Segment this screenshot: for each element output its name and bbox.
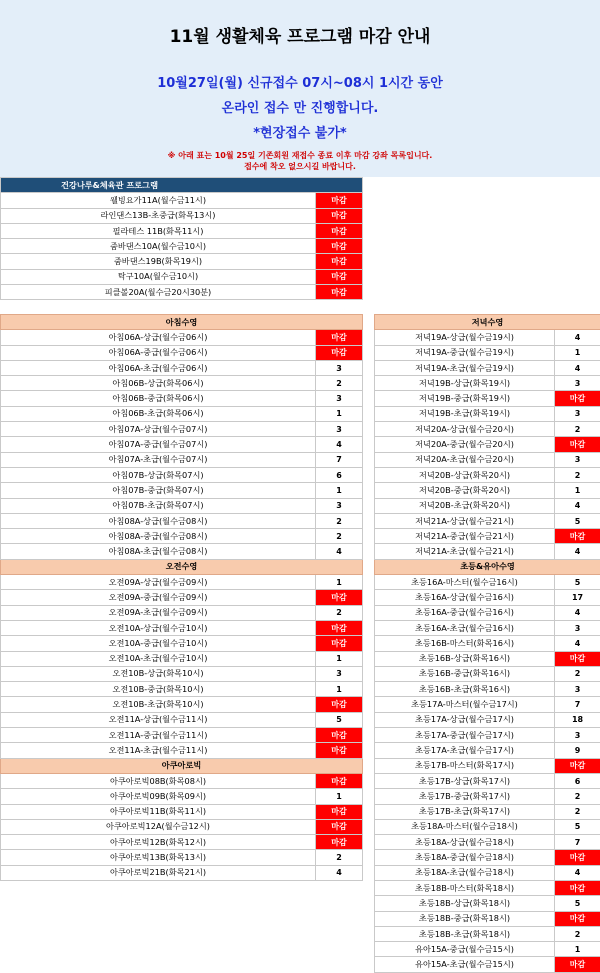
- remaining-count: 4: [555, 330, 600, 345]
- program-name: 아침06B-초급(화목06시): [1, 406, 316, 421]
- table-row: [1, 835, 363, 850]
- remaining-count: 4: [316, 865, 363, 880]
- table-row: [375, 819, 600, 834]
- section-header-row: [1, 178, 363, 193]
- program-name: 아침07B-상급(화목07시): [1, 467, 316, 482]
- table-row: [1, 865, 363, 880]
- table-row: [375, 498, 600, 513]
- remaining-count: 4: [316, 437, 363, 452]
- table-row: [1, 406, 363, 421]
- program-name: 유아15A-중급(월수금15시): [375, 942, 555, 957]
- table-row: [1, 605, 363, 620]
- notice-footnote: [0, 150, 600, 172]
- program-name: 아침06A-중급(월수금06시): [1, 345, 316, 360]
- remaining-count: 5: [555, 513, 600, 528]
- program-name: 줌바댄스19B(화목19시): [1, 254, 316, 269]
- closed-badge: 마감: [316, 345, 363, 360]
- footnote-line-1: ※ 아래 표는 10월 25일 기존회원 재접수 종료 이후 마감 강좌 목록입니다.: [0, 150, 600, 161]
- table-row: [375, 376, 600, 391]
- remaining-count: 5: [555, 819, 600, 834]
- remaining-count: 5: [555, 575, 600, 590]
- program-name: 초등16B-중급(화목16시): [375, 666, 555, 681]
- remaining-count: 3: [555, 376, 600, 391]
- program-name: 필라테스 11B(화목11시): [1, 223, 316, 238]
- table-row: [375, 804, 600, 819]
- program-name: 아쿠아로빅08B(화목08시): [1, 773, 316, 788]
- page-title: 11월 생활체육 프로그램 마감 안내: [0, 22, 600, 47]
- table-row: [375, 345, 600, 360]
- program-name: 저녁19B-상급(화목19시): [375, 376, 555, 391]
- program-name: 초등17B-상급(화목17시): [375, 773, 555, 788]
- remaining-count: 3: [316, 391, 363, 406]
- program-name: 초등16A-마스터(월수금16시): [375, 575, 555, 590]
- closed-badge: 마감: [316, 254, 363, 269]
- section-title: 아쿠아로빅: [1, 758, 363, 773]
- remaining-count: 1: [555, 345, 600, 360]
- section-title: 건강나루&체육관 프로그램: [1, 178, 363, 193]
- table-row: [375, 391, 600, 406]
- program-name: 초등18B-중급(화목18시): [375, 911, 555, 926]
- closed-badge: 마감: [555, 880, 600, 895]
- remaining-count: 3: [316, 360, 363, 375]
- table-row: [1, 376, 363, 391]
- closed-badge: 마감: [316, 330, 363, 345]
- table-row: [1, 437, 363, 452]
- table-row: [375, 544, 600, 559]
- program-name: 아침07A-초급(월수금07시): [1, 452, 316, 467]
- table-row: [1, 498, 363, 513]
- program-name: 초등17A-상급(월수금17시): [375, 712, 555, 727]
- closed-badge: 마감: [316, 590, 363, 605]
- program-name: 초등18B-초급(화목18시): [375, 926, 555, 941]
- remaining-count: 1: [316, 789, 363, 804]
- program-name: 아쿠아로빅09B(화목09시): [1, 789, 316, 804]
- program-name: 아침07B-초급(화목07시): [1, 498, 316, 513]
- table-row: [375, 620, 600, 635]
- program-name: 초등18B-마스터(화목18시): [375, 880, 555, 895]
- closed-badge: 마감: [555, 391, 600, 406]
- table-row: [1, 330, 363, 345]
- closed-badge: 마감: [316, 239, 363, 254]
- program-name: 초등18B-상급(화목18시): [375, 896, 555, 911]
- remaining-count: 2: [316, 376, 363, 391]
- program-name: 오전10A-중급(월수금10시): [1, 636, 316, 651]
- closed-badge: 마감: [316, 697, 363, 712]
- program-name: 오전11A-중급(월수금11시): [1, 728, 316, 743]
- remaining-count: 2: [555, 422, 600, 437]
- program-name: 초등16A-중급(월수금16시): [375, 605, 555, 620]
- table-row: [1, 467, 363, 482]
- remaining-count: 17: [555, 590, 600, 605]
- program-name: 초등17B-마스터(화목17시): [375, 758, 555, 773]
- program-name: 저녁20A-중급(월수금20시): [375, 437, 555, 452]
- table-row: [1, 223, 363, 238]
- program-name: 저녁21A-상급(월수금21시): [375, 513, 555, 528]
- program-name: 라인댄스13B-초중급(화목13시): [1, 208, 316, 223]
- remaining-count: 5: [316, 712, 363, 727]
- table-row: [375, 835, 600, 850]
- program-name: 초등17A-중급(월수금17시): [375, 728, 555, 743]
- table-row: [375, 743, 600, 758]
- table-row: [1, 773, 363, 788]
- closed-badge: 마감: [316, 620, 363, 635]
- table-row: [1, 254, 363, 269]
- table-row: [375, 758, 600, 773]
- program-name: 초등18A-마스터(월수금18시): [375, 819, 555, 834]
- notice-line-2: 온라인 접수 만 진행합니다.: [0, 97, 600, 116]
- section-title: 초등&유아수영: [375, 559, 600, 574]
- table-row: [1, 285, 363, 300]
- program-name: 오전10B-초급(화목10시): [1, 697, 316, 712]
- program-name: 초등18A-상급(월수금18시): [375, 835, 555, 850]
- table-row: [1, 789, 363, 804]
- table-row: [1, 360, 363, 375]
- remaining-count: 7: [555, 835, 600, 850]
- remaining-count: 4: [555, 636, 600, 651]
- table-row: [1, 804, 363, 819]
- table-row: [1, 819, 363, 834]
- remaining-count: 1: [555, 942, 600, 957]
- section-header-row: [1, 758, 363, 773]
- table-row: [375, 697, 600, 712]
- closed-badge: 마감: [555, 850, 600, 865]
- remaining-count: 3: [316, 422, 363, 437]
- remaining-count: 3: [555, 728, 600, 743]
- program-name: 초등17A-초급(월수금17시): [375, 743, 555, 758]
- remaining-count: 4: [316, 544, 363, 559]
- closed-badge: 마감: [316, 269, 363, 284]
- table-row: [375, 437, 600, 452]
- section-header-row: [375, 315, 600, 330]
- program-name: 아쿠아로빅12A(월수금12시): [1, 819, 316, 834]
- program-name: 초등16B-마스터(화목16시): [375, 636, 555, 651]
- remaining-count: 6: [316, 467, 363, 482]
- table-row: [1, 620, 363, 635]
- table-row: [375, 452, 600, 467]
- closed-badge: 마감: [316, 835, 363, 850]
- remaining-count: 2: [555, 467, 600, 482]
- program-name: 저녁19B-중급(화목19시): [375, 391, 555, 406]
- program-name: 오전10B-중급(화목10시): [1, 682, 316, 697]
- closed-badge: 마감: [316, 223, 363, 238]
- table-row: [375, 467, 600, 482]
- closed-badge: 마감: [316, 804, 363, 819]
- table-row: [375, 911, 600, 926]
- remaining-count: 5: [555, 896, 600, 911]
- program-name: 저녁19A-상급(월수금19시): [375, 330, 555, 345]
- program-name: 아침06A-상급(월수금06시): [1, 330, 316, 345]
- program-name: 탁구10A(월수금10시): [1, 269, 316, 284]
- table-row: [1, 391, 363, 406]
- table-row: [375, 957, 600, 972]
- remaining-count: 2: [316, 605, 363, 620]
- table-row: [1, 590, 363, 605]
- program-name: 저녁20A-초급(월수금20시): [375, 452, 555, 467]
- table-row: [1, 743, 363, 758]
- section-header-row: [375, 559, 600, 574]
- program-name: 초등16B-상급(화목16시): [375, 651, 555, 666]
- table-row: [1, 636, 363, 651]
- remaining-count: 6: [555, 773, 600, 788]
- program-name: 저녁19B-초급(화목19시): [375, 406, 555, 421]
- table-row: [1, 513, 363, 528]
- remaining-count: 1: [555, 483, 600, 498]
- program-name: 아침07A-중급(월수금07시): [1, 437, 316, 452]
- program-name: 오전11A-초급(월수금11시): [1, 743, 316, 758]
- table-row: [375, 712, 600, 727]
- remaining-count: 1: [316, 651, 363, 666]
- closed-badge: 마감: [555, 651, 600, 666]
- section-title: 오전수영: [1, 559, 363, 574]
- notice-line-3: *현장접수 불가*: [0, 122, 600, 141]
- program-name: 오전10A-초급(월수금10시): [1, 651, 316, 666]
- left-schedule-table: [0, 314, 363, 881]
- remaining-count: 7: [555, 697, 600, 712]
- remaining-count: 1: [316, 575, 363, 590]
- closed-badge: 마감: [555, 957, 600, 972]
- program-name: 저녁20B-중급(화목20시): [375, 483, 555, 498]
- remaining-count: 4: [555, 865, 600, 880]
- table-row: [375, 926, 600, 941]
- section-header-row: [1, 315, 363, 330]
- program-name: 아침06B-상급(화목06시): [1, 376, 316, 391]
- notice-line-1: 10월27일(월) 신규접수 07시~08시 1시간 동안: [0, 72, 600, 91]
- program-name: 저녁21A-중급(월수금21시): [375, 529, 555, 544]
- table-row: [375, 422, 600, 437]
- program-name: 초등17A-마스터(월수금17시): [375, 697, 555, 712]
- remaining-count: 3: [555, 620, 600, 635]
- table-row: [375, 880, 600, 895]
- program-name: 아침08A-중급(월수금08시): [1, 529, 316, 544]
- program-name: 오전09A-상급(월수금09시): [1, 575, 316, 590]
- remaining-count: 4: [555, 498, 600, 513]
- remaining-count: 2: [555, 789, 600, 804]
- table-row: [375, 406, 600, 421]
- program-name: 초등18A-초급(월수금18시): [375, 865, 555, 880]
- table-row: [375, 513, 600, 528]
- table-row: [1, 682, 363, 697]
- table-row: [1, 193, 363, 208]
- closed-badge: 마감: [316, 743, 363, 758]
- section-title: 아침수영: [1, 315, 363, 330]
- program-name: 초등17B-중급(화목17시): [375, 789, 555, 804]
- section-header-row: [1, 559, 363, 574]
- top-program-table: [0, 177, 363, 300]
- program-name: 오전10B-상급(화목10시): [1, 666, 316, 681]
- table-row: [1, 544, 363, 559]
- remaining-count: 9: [555, 743, 600, 758]
- program-name: 저녁21A-초급(월수금21시): [375, 544, 555, 559]
- table-row: [375, 360, 600, 375]
- program-name: 아쿠아로빅11B(화목11시): [1, 804, 316, 819]
- table-row: [1, 850, 363, 865]
- program-name: 아침08A-초급(월수금08시): [1, 544, 316, 559]
- table-row: [1, 269, 363, 284]
- table-row: [1, 651, 363, 666]
- program-name: 아침07A-상급(월수금07시): [1, 422, 316, 437]
- program-name: 웰빙요가11A(월수금11시): [1, 193, 316, 208]
- program-name: 오전09A-초급(월수금09시): [1, 605, 316, 620]
- closed-badge: 마감: [316, 193, 363, 208]
- program-name: 아침08A-상급(월수금08시): [1, 513, 316, 528]
- remaining-count: 2: [316, 529, 363, 544]
- program-name: 저녁19A-초급(월수금19시): [375, 360, 555, 375]
- remaining-count: 1: [316, 406, 363, 421]
- table-row: [1, 345, 363, 360]
- program-name: 유아15A-초급(월수금15시): [375, 957, 555, 972]
- remaining-count: 4: [555, 544, 600, 559]
- program-name: 초등16B-초급(화목16시): [375, 682, 555, 697]
- program-name: 아쿠아로빅21B(화목21시): [1, 865, 316, 880]
- program-name: 오전09A-중급(월수금09시): [1, 590, 316, 605]
- remaining-count: 4: [555, 605, 600, 620]
- table-row: [375, 666, 600, 681]
- closed-badge: 마감: [316, 636, 363, 651]
- table-row: [375, 896, 600, 911]
- closed-badge: 마감: [555, 437, 600, 452]
- program-name: 저녁20A-상급(월수금20시): [375, 422, 555, 437]
- table-row: [1, 575, 363, 590]
- table-row: [375, 590, 600, 605]
- table-row: [1, 529, 363, 544]
- section-title: 저녁수영: [375, 315, 600, 330]
- program-name: 아침06B-중급(화목06시): [1, 391, 316, 406]
- closed-badge: 마감: [316, 773, 363, 788]
- footnote-line-2: 접수에 착오 없으시길 바랍니다.: [0, 161, 600, 172]
- program-name: 초등16A-초급(월수금16시): [375, 620, 555, 635]
- table-row: [375, 636, 600, 651]
- remaining-count: 2: [555, 926, 600, 941]
- table-row: [375, 789, 600, 804]
- closed-badge: 마감: [555, 911, 600, 926]
- closed-badge: 마감: [555, 758, 600, 773]
- program-name: 줌바댄스10A(월수금10시): [1, 239, 316, 254]
- table-row: [1, 208, 363, 223]
- remaining-count: 1: [316, 483, 363, 498]
- program-name: 초등16A-상급(월수금16시): [375, 590, 555, 605]
- table-row: [375, 605, 600, 620]
- table-row: [1, 483, 363, 498]
- table-row: [375, 575, 600, 590]
- right-schedule-table: [374, 314, 600, 973]
- remaining-count: 4: [555, 360, 600, 375]
- program-name: 피클볼20A(월수금20시30분): [1, 285, 316, 300]
- table-row: [375, 865, 600, 880]
- remaining-count: 2: [316, 850, 363, 865]
- table-row: [375, 850, 600, 865]
- table-row: [375, 651, 600, 666]
- closed-badge: 마감: [316, 285, 363, 300]
- table-row: [375, 728, 600, 743]
- table-row: [1, 666, 363, 681]
- program-name: 오전11A-상급(월수금11시): [1, 712, 316, 727]
- remaining-count: 1: [316, 682, 363, 697]
- program-name: 오전10A-상급(월수금10시): [1, 620, 316, 635]
- table-row: [1, 712, 363, 727]
- table-row: [375, 529, 600, 544]
- remaining-count: 3: [555, 452, 600, 467]
- table-row: [375, 682, 600, 697]
- table-row: [1, 697, 363, 712]
- remaining-count: 7: [316, 452, 363, 467]
- notice-header: [0, 0, 600, 177]
- table-row: [1, 728, 363, 743]
- program-name: 초등17B-초급(화목17시): [375, 804, 555, 819]
- remaining-count: 3: [316, 666, 363, 681]
- program-name: 아쿠아로빅13B(화목13시): [1, 850, 316, 865]
- table-row: [1, 452, 363, 467]
- table-row: [375, 483, 600, 498]
- program-name: 아쿠아로빅12B(화목12시): [1, 835, 316, 850]
- program-name: 저녁20B-초급(화목20시): [375, 498, 555, 513]
- table-row: [375, 773, 600, 788]
- remaining-count: 3: [555, 406, 600, 421]
- remaining-count: 2: [555, 666, 600, 681]
- remaining-count: 18: [555, 712, 600, 727]
- remaining-count: 3: [555, 682, 600, 697]
- table-row: [1, 239, 363, 254]
- closed-badge: 마감: [316, 728, 363, 743]
- closed-badge: 마감: [316, 819, 363, 834]
- remaining-count: 3: [316, 498, 363, 513]
- program-name: 저녁19A-중급(월수금19시): [375, 345, 555, 360]
- program-name: 아침06A-초급(월수금06시): [1, 360, 316, 375]
- remaining-count: 2: [555, 804, 600, 819]
- table-row: [375, 942, 600, 957]
- program-name: 저녁20B-상급(화목20시): [375, 467, 555, 482]
- table-row: [375, 330, 600, 345]
- remaining-count: 2: [316, 513, 363, 528]
- program-name: 초등18A-중급(월수금18시): [375, 850, 555, 865]
- program-name: 아침07B-중급(화목07시): [1, 483, 316, 498]
- table-row: [1, 422, 363, 437]
- closed-badge: 마감: [316, 208, 363, 223]
- closed-badge: 마감: [555, 529, 600, 544]
